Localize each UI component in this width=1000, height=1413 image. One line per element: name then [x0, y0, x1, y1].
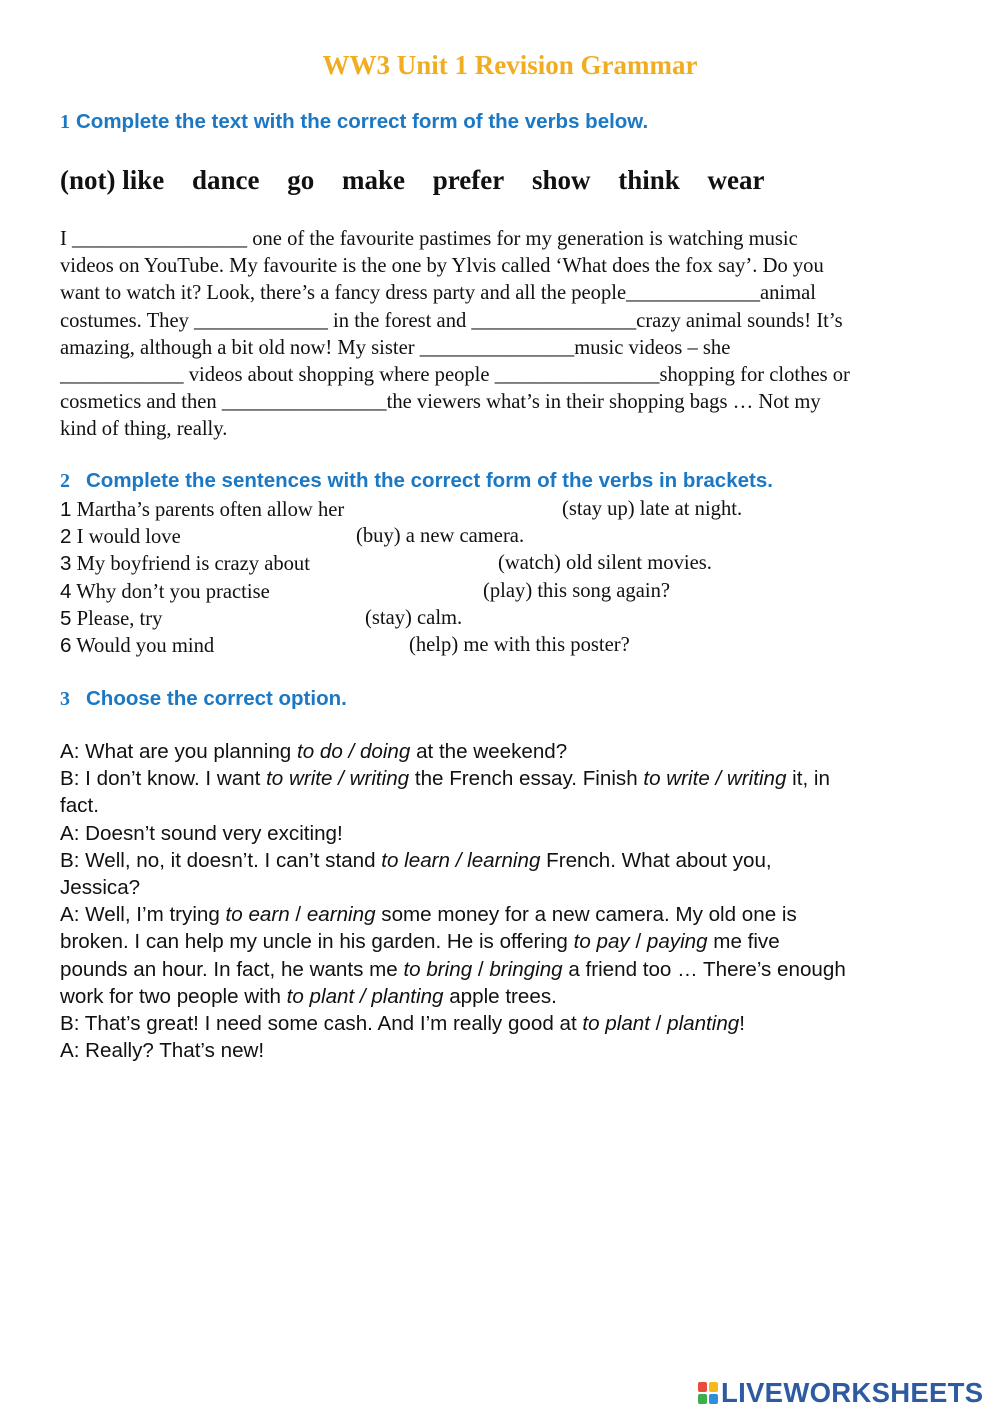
text-line: ____________ videos about shopping where people ________________shopping for clothes or [60, 364, 850, 387]
word-bank-item: prefer [432, 165, 505, 195]
dialogue-text: A: What are you planning [60, 740, 297, 763]
dialogue-text: work for two people with [60, 984, 287, 1008]
word-bank-item: go [287, 165, 315, 195]
option-choice: to pay [573, 930, 630, 954]
logo-square [698, 1382, 707, 1392]
sentence-item [60, 523, 525, 550]
option-choice: to bring [403, 957, 473, 981]
dialogue-text: me five [707, 930, 780, 954]
text-line: I _________________ one of the favourite pastimes for my generation is watching music [60, 228, 798, 250]
dialogue-line [60, 1037, 965, 1064]
sentence-list [60, 496, 743, 659]
sentence-start: Would you mind [76, 634, 215, 657]
logo-mark-icon [697, 1381, 719, 1405]
sentence-end: (stay up) late at night. [562, 498, 743, 520]
section1-number: 1 [60, 111, 70, 133]
sentence-item [60, 496, 743, 523]
sentence-number: 4 [60, 579, 72, 603]
dialogue-text: fact. [60, 794, 99, 818]
text-line: costumes. They _____________ in the forest and ________________crazy animal sounds! It’s [60, 309, 843, 332]
dialogue-text: B: Well, no, it doesn’t. I can’t stand [60, 848, 382, 872]
dialogue-text: Jessica? [60, 876, 141, 900]
logo-text: LIVEWORKSHEETS [721, 1377, 984, 1408]
section3-heading [60, 687, 347, 711]
dialogue [60, 738, 965, 1064]
word-bank [60, 165, 786, 196]
option-choice: bringing [489, 957, 563, 981]
sentence-end: (stay) calm. [365, 606, 463, 629]
liveworksheets-logo [697, 1378, 983, 1408]
dialogue-text: / [289, 903, 307, 927]
logo-square [709, 1394, 718, 1404]
option-choice: to earn [225, 903, 290, 927]
option-choice: to plant [582, 1012, 650, 1036]
sentence-item [60, 550, 712, 577]
dialogue-text: a friend too … There’s enough [562, 957, 846, 981]
dialogue-line [60, 738, 965, 765]
word-bank-item: show [531, 165, 591, 195]
dialogue-line [60, 874, 965, 901]
dialogue-text: B: That’s great! I need some cash. And I’m really good at [60, 1012, 583, 1036]
option-choice: to write / writing [643, 767, 787, 791]
dialogue-line [60, 1010, 965, 1037]
option-choice: to write / writing [266, 767, 410, 791]
sentence-number: 6 [60, 633, 72, 657]
option-choice: to learn / learning [381, 848, 541, 872]
word-bank-item: wear [707, 165, 765, 195]
option-choice: earning [306, 903, 376, 927]
text-line: want to watch it? Look, there’s a fancy dress party and all the people_____________animal [60, 282, 817, 305]
dialogue-text: broken. I can help my uncle in his garden. He is offering [60, 930, 574, 954]
dialogue-text: it, in [786, 767, 830, 791]
sentence-start: Please, try [76, 607, 163, 630]
word-bank-item: dance [192, 165, 260, 195]
section3-number: 3 [60, 688, 70, 710]
sentence-start: My boyfriend is crazy about [76, 553, 310, 576]
sentence-start: Martha’s parents often allow her [76, 499, 345, 521]
sentence-end: (help) me with this poster? [409, 633, 630, 656]
dialogue-text: the French essay. Finish [409, 767, 644, 791]
dialogue-text: at the weekend? [410, 740, 568, 763]
dialogue-text: A: Well, I’m trying [60, 903, 226, 927]
dialogue-line [60, 983, 965, 1010]
dialogue-text: A: Doesn’t sound very exciting! [60, 821, 343, 845]
dialogue-text: B: I don’t know. I want [60, 767, 267, 791]
dialogue-line [60, 820, 965, 847]
logo-square [698, 1394, 707, 1404]
section2-number: 2 [60, 470, 70, 492]
section1-instruction: Complete the text with the correct form of the verbs below. [76, 110, 649, 133]
sentence-number: 2 [60, 525, 72, 549]
dialogue-line [60, 928, 965, 955]
option-choice: to do / doing [296, 740, 411, 763]
sentence-item [60, 578, 671, 605]
worksheet-title: WW3 Unit 1 Revision Grammar [322, 50, 698, 80]
section3-instruction: Choose the correct option. [86, 687, 347, 710]
word-bank-item: (not) like [60, 165, 165, 195]
dialogue-text: pounds an hour. In fact, he wants me [60, 957, 404, 981]
word-bank-item: make [342, 165, 405, 195]
logo-square [709, 1382, 718, 1392]
sentence-start: Why don’t you practise [76, 580, 270, 603]
option-choice: planting [667, 1012, 740, 1036]
section1-heading [60, 110, 648, 134]
sentence-start: I would love [76, 526, 181, 549]
dialogue-text: / [472, 957, 490, 981]
dialogue-text: / [649, 1012, 668, 1036]
sentence-item [60, 605, 463, 632]
text-line: cosmetics and then ________________the viewers what’s in their shopping bags … Not my [60, 391, 821, 414]
sentence-number: 1 [60, 498, 72, 521]
text-line: kind of thing, really. [60, 418, 228, 441]
sentence-number: 5 [60, 606, 72, 630]
dialogue-text: some money for a new camera. My old one is [375, 903, 797, 927]
dialogue-line [60, 847, 965, 874]
dialogue-text: apple trees. [443, 984, 557, 1008]
dialogue-text: A: Really? That’s new! [60, 1039, 265, 1063]
section2-instruction: Complete the sentences with the correct form of the verbs in brackets. [86, 469, 773, 492]
option-choice: paying [646, 930, 708, 954]
text-line: amazing, although a bit old now! My sister _______________music videos – she [60, 336, 731, 359]
sentence-end: (play) this song again? [483, 579, 671, 602]
sentence-end: (watch) old silent movies. [498, 552, 712, 575]
section2-heading [60, 469, 773, 493]
dialogue-line [60, 765, 965, 792]
sentence-number: 3 [60, 552, 72, 576]
option-choice: to plant / planting [286, 984, 444, 1008]
dialogue-text: / [629, 930, 647, 954]
dialogue-text: ! [739, 1012, 745, 1036]
text-line: videos on YouTube. My favourite is the one by Ylvis called ‘What does the fox say’. Do you [60, 255, 824, 278]
dialogue-line [60, 901, 965, 928]
gap-fill-text [60, 226, 965, 444]
word-bank-item: think [618, 165, 680, 195]
dialogue-text: French. What about you, [540, 848, 772, 872]
sentence-item [60, 632, 630, 659]
dialogue-line [60, 956, 965, 983]
dialogue-line [60, 792, 965, 819]
sentence-end: (buy) a new camera. [356, 525, 525, 548]
